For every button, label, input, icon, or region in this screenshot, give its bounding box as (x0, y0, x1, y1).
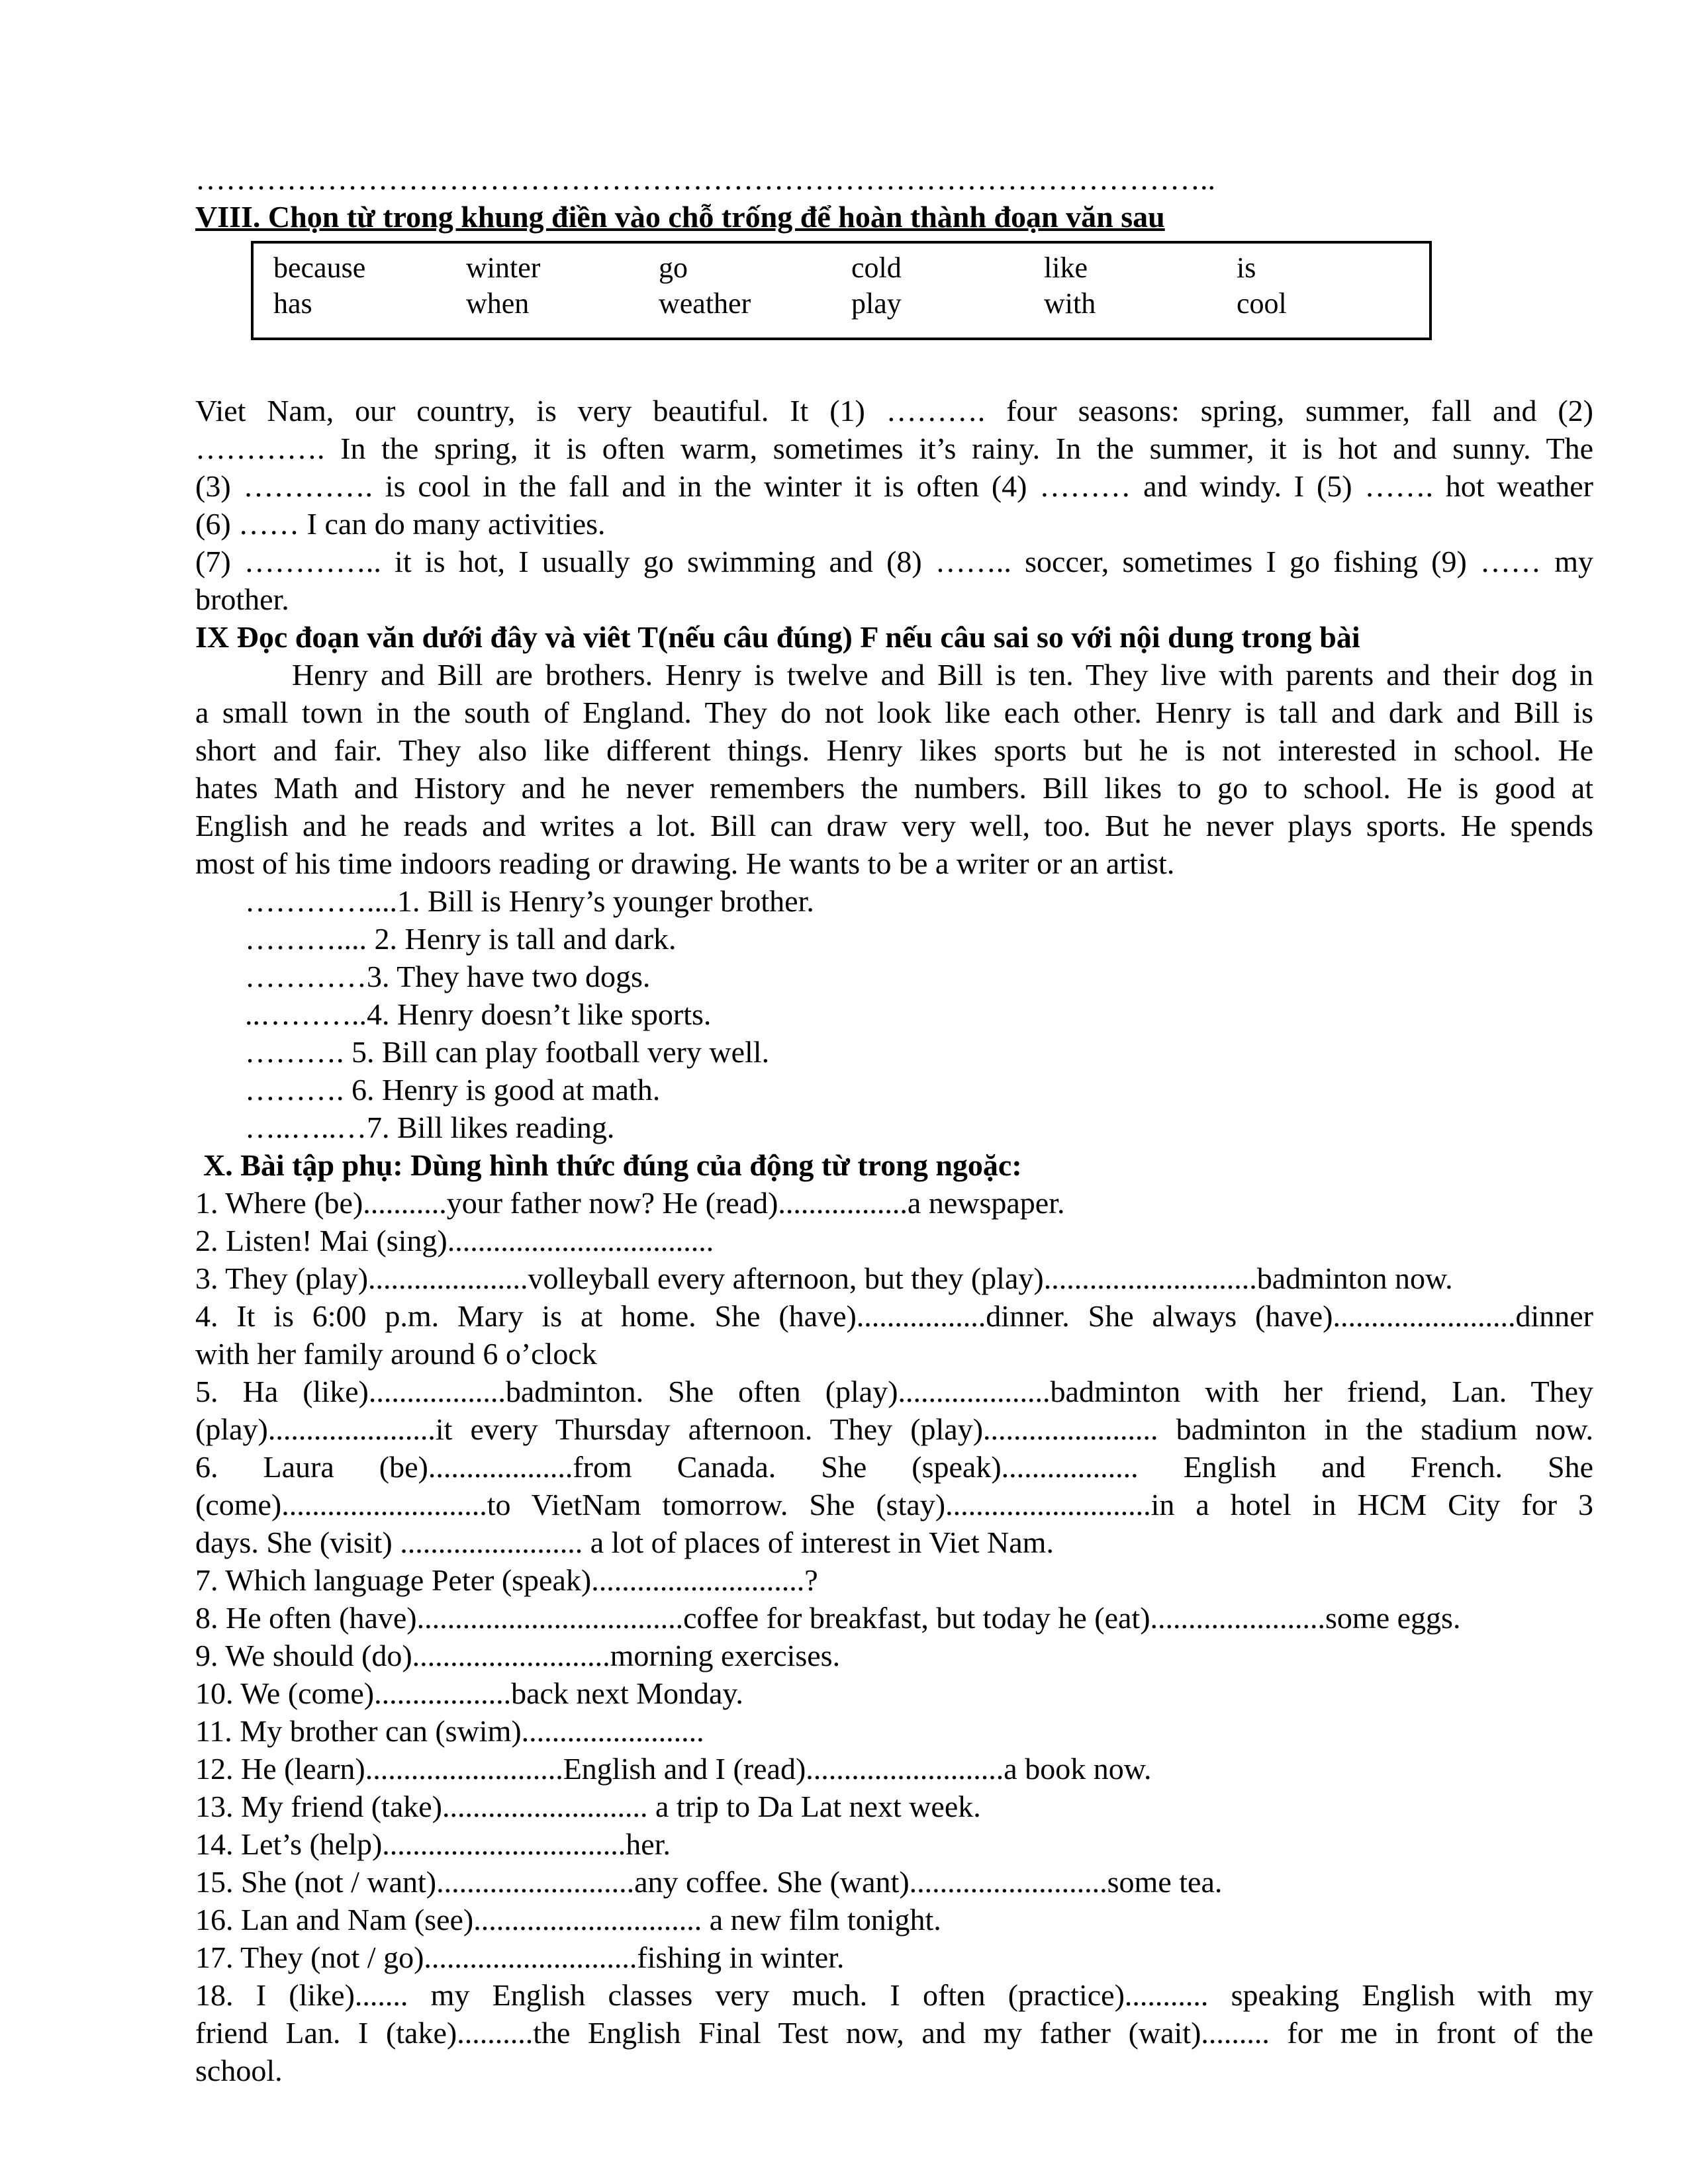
exercise-line: 8. He often (have)...................................coffee for breakfast, but today he (eat).......................some eggs. (195, 1601, 1461, 1635)
true-false-statement: ………. 6. Henry is good at math. (245, 1073, 661, 1107)
exercise-line: 2. Listen! Mai (sing)................................... (195, 1224, 714, 1257)
word-box-row (273, 286, 1429, 322)
word-option: weather (659, 287, 751, 320)
passage-line: hates Math and History and he never remembers the numbers. Bill likes to go to school. He is good at (195, 771, 1593, 805)
word-box (251, 241, 1432, 340)
exercise-line: 5. Ha (like)..................badminton. She often (play)....................badminton with her friend, Lan. They (195, 1375, 1593, 1408)
passage-line: a small town in the south of England. They do not look like each other. Henry is tall and dark and Bill is (195, 696, 1593, 729)
exercise-line: friend Lan. I (take)..........the English Final Test now, and my father (wait)......... for me in front of the (195, 2016, 1593, 2050)
exercise-line: (play)......................it every Thursday afternoon. They (play)....................... badminton in the stadium now. (195, 1412, 1593, 1446)
true-false-statement: …………....1. Bill is Henry’s younger brother. (245, 884, 814, 918)
exercise-line: school. (195, 2054, 283, 2087)
word-option: like (1044, 251, 1088, 284)
exercise-line: 14. Let’s (help)................................her. (195, 1827, 671, 1861)
section-8-heading: VIII. Chọn từ trong khung điền vào chỗ trống để hoàn thành đoạn văn sau (195, 200, 1165, 234)
true-false-statement: …..…..…7. Bill likes reading. (245, 1111, 615, 1144)
exercise-line: 13. My friend (take)........................... a trip to Da Lat next week. (195, 1790, 981, 1823)
answer-dots-line: ……………………………………………………………………………………….. (195, 162, 1215, 196)
exercise-line: 4. It is 6:00 p.m. Mary is at home. She (have).................dinner. She always (have)........................dinner (195, 1299, 1593, 1333)
exercise-line: 3. They (play).....................volleyball every afternoon, but they (play)............................badminton now. (195, 1261, 1453, 1295)
paragraph-line: (3) …………. is cool in the fall and in the winter it is often (4) ……… and windy. I (5) ……. hot weather (195, 469, 1593, 503)
section-9-reading-passage (195, 656, 1593, 882)
exercise-line: 16. Lan and Nam (see).............................. a new film tonight. (195, 1903, 941, 1936)
word-box-row (273, 250, 1429, 286)
true-false-statement: ………. 5. Bill can play football very well. (245, 1035, 770, 1069)
word-option: cool (1237, 287, 1287, 320)
exercise-line: 17. They (not / go)............................fishing in winter. (195, 1940, 845, 1974)
word-option: when (466, 287, 530, 320)
worksheet-page (195, 160, 1593, 2089)
exercise-line: (come)...........................to VietNam tomorrow. She (stay)...........................in a hotel in HCM City for 3 (195, 1488, 1593, 1522)
word-option: winter (466, 251, 541, 284)
exercise-line: 12. He (learn)..........................English and I (read)..........................a book now. (195, 1752, 1152, 1786)
paragraph-line: brother. (195, 582, 289, 616)
word-option: is (1237, 251, 1256, 284)
exercise-line: 7. Which language Peter (speak)............................? (195, 1563, 818, 1597)
paragraph-line: Viet Nam, our country, is very beautiful. It (1) ………. four seasons: spring, summer, fall and (2) (195, 394, 1593, 428)
exercise-line: 9. We should (do)..........................morning exercises. (195, 1639, 841, 1672)
word-option: go (659, 251, 688, 284)
exercise-line: 6. Laura (be)...................from Canada. She (speak).................. English and French. She (195, 1450, 1593, 1484)
word-option: cold (851, 251, 902, 284)
word-option: with (1044, 287, 1096, 320)
true-false-statement: ……….... 2. Henry is tall and dark. (245, 922, 677, 956)
section-10-exercises (195, 1184, 1593, 2089)
true-false-statement: ..………..4. Henry doesn’t like sports. (245, 997, 712, 1031)
exercise-line: 15. She (not / want)..........................any coffee. She (want)..........................some tea. (195, 1865, 1223, 1899)
word-option: because (273, 251, 366, 284)
exercise-line: 1. Where (be)...........your father now? He (read).................a newspaper. (195, 1186, 1065, 1220)
passage-line: English and he reads and writes a lot. Bill can draw very well, too. But he never plays sports. He spends (195, 809, 1593, 842)
paragraph-line: …………. In the spring, it is often warm, sometimes it’s rainy. In the summer, it is hot and sunny. The (195, 432, 1593, 465)
word-option: has (273, 287, 312, 320)
section-8-paragraph (195, 392, 1593, 618)
word-option: play (851, 287, 902, 320)
exercise-line: with her family around 6 o’clock (195, 1337, 597, 1371)
paragraph-line: (7) ………….. it is hot, I usually go swimming and (8) …….. soccer, sometimes I go fishing (9) …… my (195, 545, 1593, 578)
section-9-statements (195, 882, 1593, 1146)
exercise-line: 18. I (like)....... my English classes very much. I often (practice)........... speaking English with my (195, 1978, 1593, 2012)
passage-line: most of his time indoors reading or drawing. He wants to be a writer or an artist. (195, 846, 1175, 880)
exercise-line: 10. We (come)..................back next Monday. (195, 1676, 743, 1710)
passage-line: Henry and Bill are brothers. Henry is twelve and Bill is ten. They live with parents and their dog in (292, 658, 1593, 692)
true-false-statement: …………3. They have two dogs. (245, 960, 651, 993)
section-9-heading: IX Đọc đoạn văn dưới đây và viêt T(nếu câu đúng) F nếu câu sai so với nội dung trong bài (195, 620, 1360, 654)
paragraph-line: (6) …… I can do many activities. (195, 507, 606, 541)
exercise-line: 11. My brother can (swim)........................ (195, 1714, 704, 1748)
passage-line: short and fair. They also like different things. Henry likes sports but he is not interested in school. He (195, 733, 1593, 767)
exercise-line: days. She (visit) ........................ a lot of places of interest in Viet Nam. (195, 1525, 1054, 1559)
section-10-heading: X. Bài tập phụ: Dùng hình thức đúng của động từ trong ngoặc: (203, 1148, 1022, 1182)
